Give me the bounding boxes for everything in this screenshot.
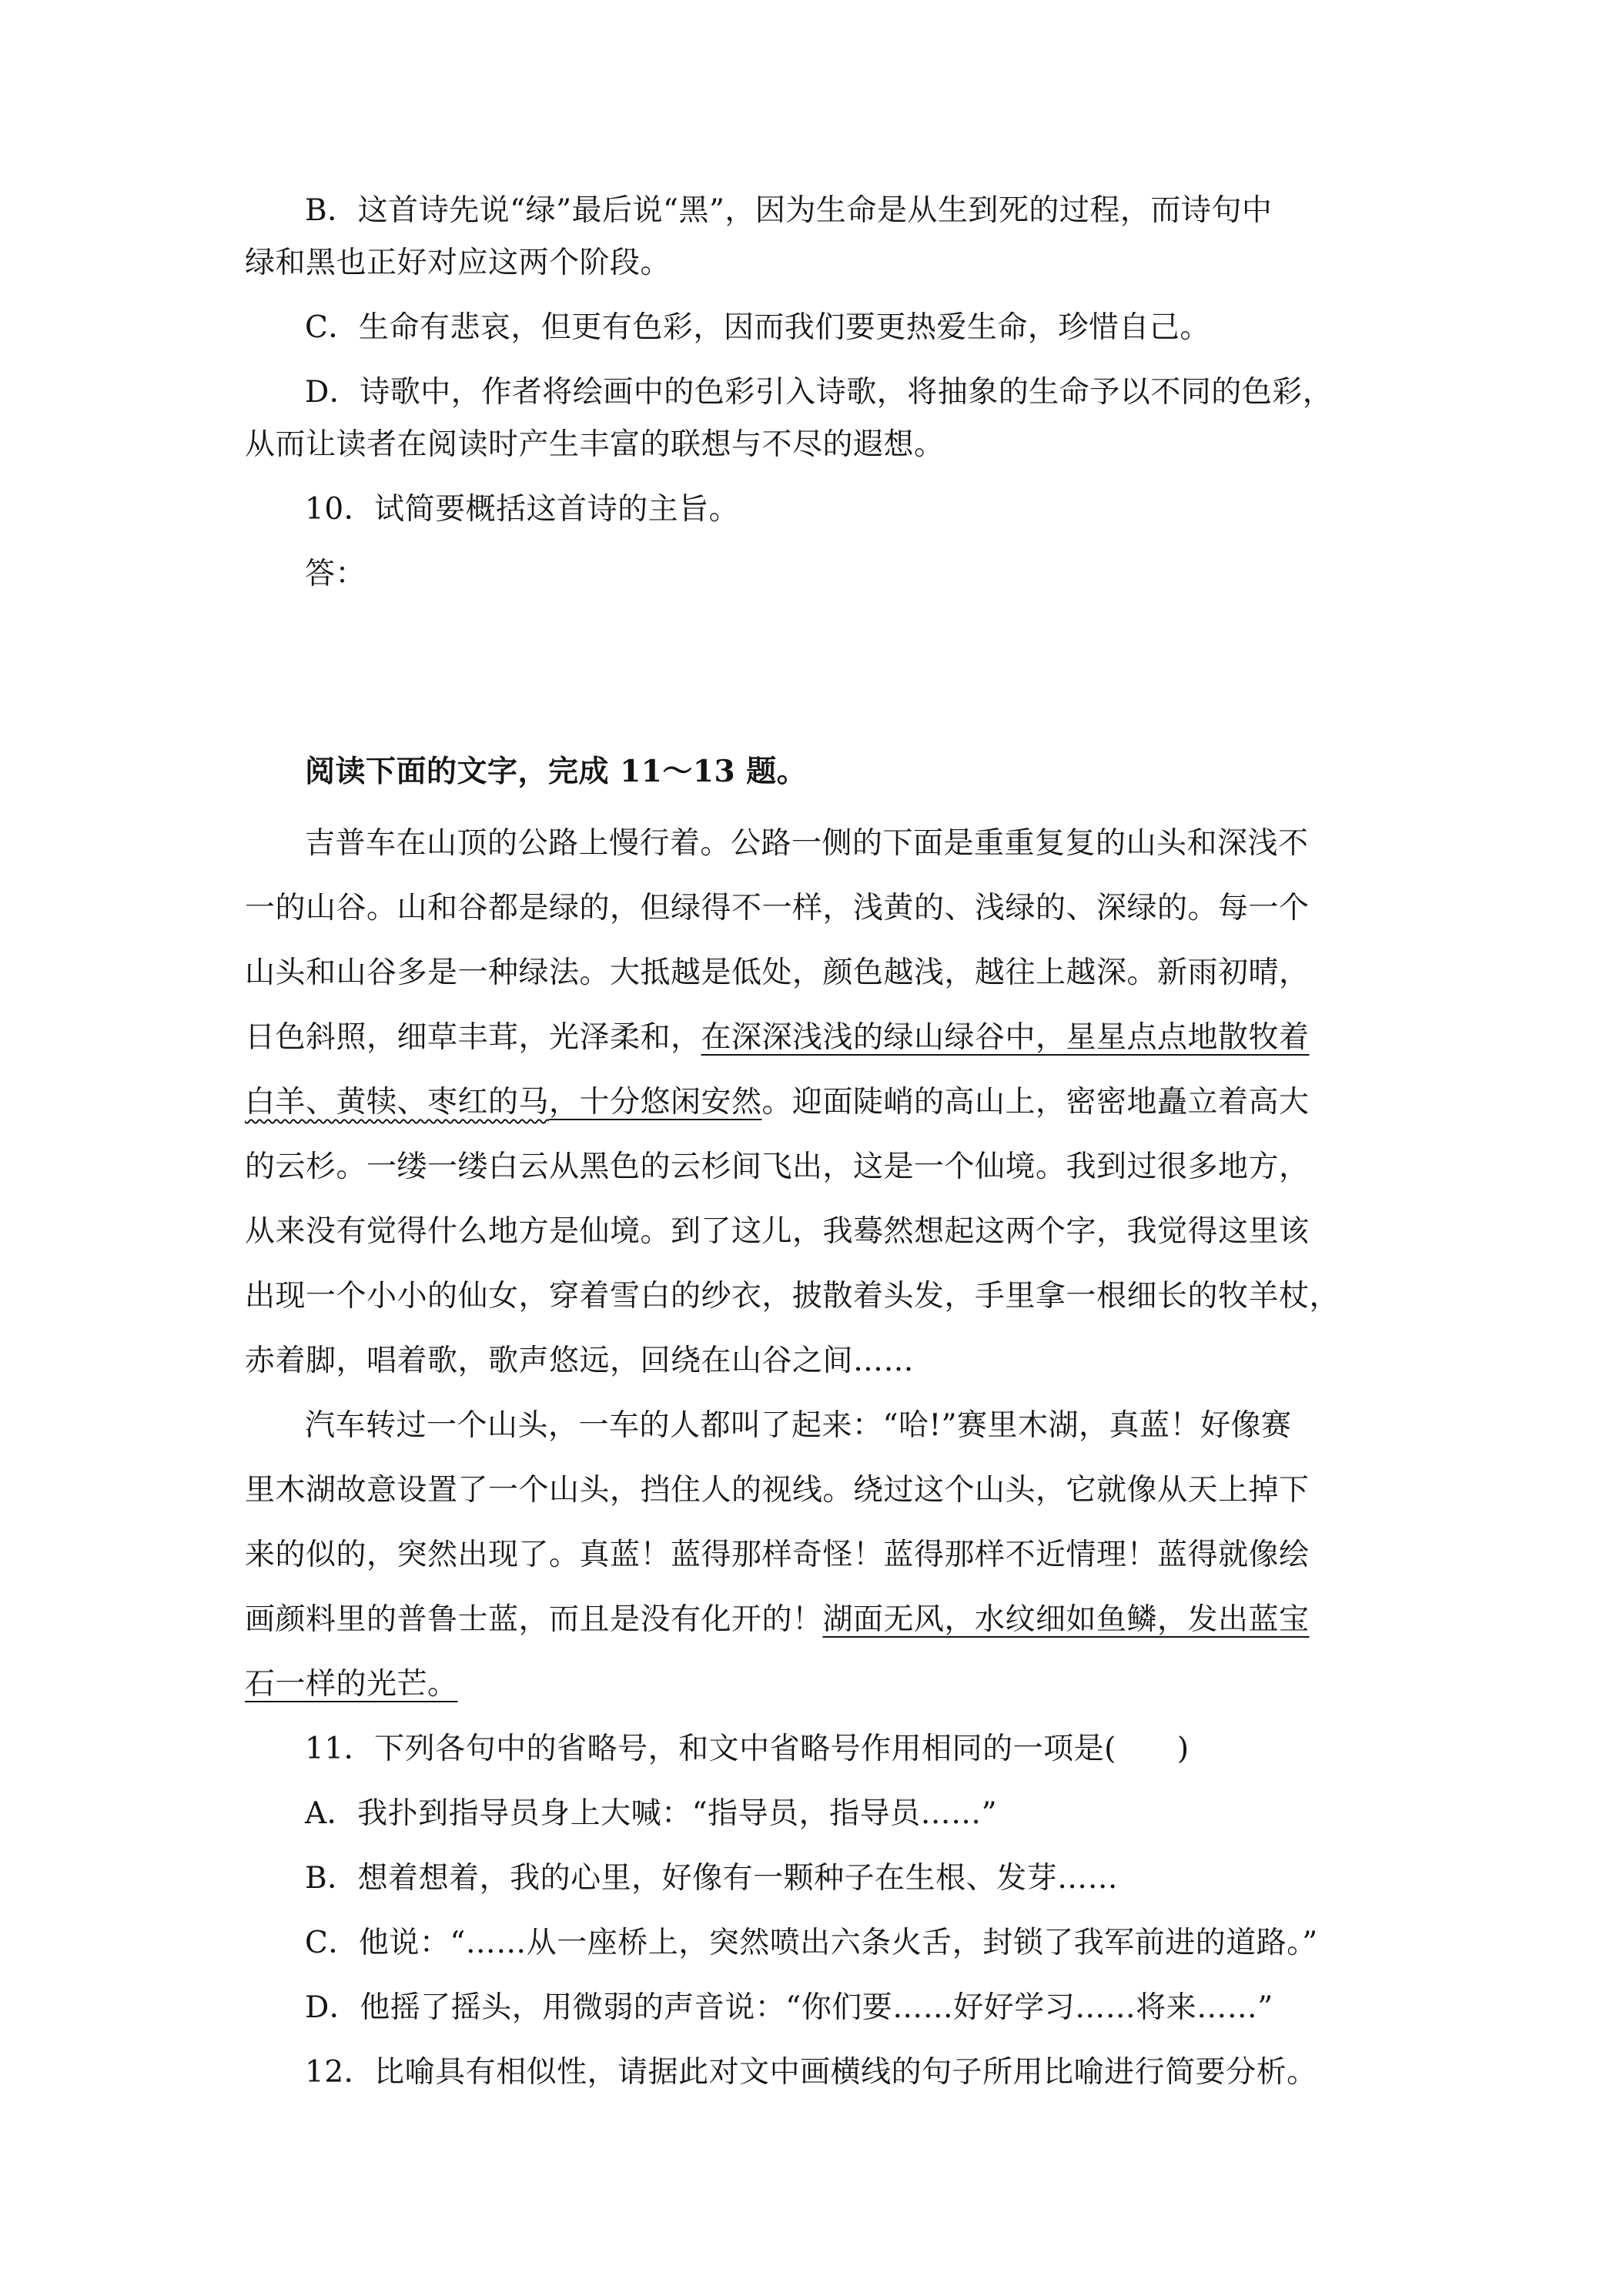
q9-option-d-line2: 从而让读者在阅读时产生丰富的联想与不尽的遐想。 — [245, 427, 945, 462]
underlined-metaphor-part2: 石一样的光芒。 — [245, 1667, 458, 1702]
passage-p1-line2: 一的山谷。山和谷都是绿的，但绿得不一样，浅黄的、浅绿的、深绿的。每一个 — [245, 891, 1310, 925]
p1-line4-text: 日色斜照，细草丰茸，光泽柔和， — [245, 1020, 701, 1055]
passage-p2-line5 — [245, 1658, 1386, 1711]
q11-question: 11．下列各句中的省略号，和文中省略号作用相同的一项是( ) — [305, 1732, 1190, 1766]
passage-p1-line9: 赤着脚，唱着歌，歌声悠远，回绕在山谷之间…… — [245, 1344, 915, 1378]
p1-line5-text: 。迎面陡峭的高山上，密密地矗立着高大 — [761, 1085, 1310, 1120]
underlined-metaphor-part1: 湖面无风，水纹细如鱼鳞，发出蓝宝 — [822, 1602, 1310, 1637]
passage-p1-line4 — [245, 1012, 1386, 1064]
q11-option-d: D．他摇了摇头，用微弱的声音说：“你们要……好好学习……将来……” — [305, 1990, 1273, 2025]
q10-answer-label: 答： — [305, 557, 366, 591]
passage-p1-line6: 的云杉。一缕一缕白云从黑色的云杉间飞出，这是一个仙境。我到过很多地方， — [245, 1150, 1310, 1184]
passage-p2-line3: 来的似的，突然出现了。真蓝！蓝得那样奇怪！蓝得那样不近情理！蓝得就像绘 — [245, 1538, 1310, 1572]
underlined-sentence-part1: 在深深浅浅的绿山绿谷中，星星点点地散牧着 — [701, 1020, 1310, 1055]
passage-p2-line1: 汽车转过一个山头，一车的人都叫了起来：“哈!”赛里木湖，真蓝！好像赛 — [305, 1408, 1292, 1443]
passage-p1-line3: 山头和山谷多是一种绿法。大抵越是低处，颜色越浅，越往上越深。新雨初晴， — [245, 956, 1310, 990]
passage-p2-line4 — [245, 1594, 1386, 1646]
q9-option-d-line1: D．诗歌中，作者将绘画中的色彩引入诗歌，将抽象的生命予以不同的色彩， — [305, 375, 1334, 410]
document-page — [245, 185, 1386, 2099]
passage-p1-line7: 从来没有觉得什么地方是仙境。到了这儿，我蓦然想起这两个字，我觉得这里该 — [245, 1214, 1310, 1249]
q11-option-a: A．我扑到指导员身上大喊：“指导员，指导员……” — [305, 1796, 998, 1831]
wavy-underlined-phrase: 白羊、黄犊、枣红的马 — [245, 1085, 550, 1120]
q10-question: 10．试简要概括这首诗的主旨。 — [305, 492, 740, 527]
passage-p1-line5 — [245, 1076, 1386, 1129]
q11-option-c: C．他说：“……从一座桥上，突然喷出六条火舌，封锁了我军前进的道路。” — [305, 1926, 1318, 1960]
q9-option-b-line1: B．这首诗先说“绿”最后说“黑”，因为生命是从生到死的过程，而诗句中 — [305, 193, 1273, 228]
q9-option-b-line2: 绿和黑也正好对应这两个阶段。 — [245, 246, 671, 280]
q9-option-c: C．生命有悲哀，但更有色彩，因而我们要更热爱生命，珍惜自己。 — [305, 310, 1210, 345]
passage-p1-line8: 出现一个小小的仙女，穿着雪白的纱衣，披散着头发，手里拿一根细长的牧羊杖， — [245, 1279, 1340, 1314]
q12-question: 12．比喻具有相似性，请据此对文中画横线的句子所用比喻进行简要分析。 — [305, 2055, 1317, 2090]
passage-p1-line1: 吉普车在山顶的公路上慢行着。公路一侧的下面是重重复复的山头和深浅不 — [305, 826, 1309, 861]
passage-heading: 阅读下面的文字，完成 11～13 题。 — [305, 754, 808, 789]
underlined-sentence-part2: ，十分悠闲安然 — [549, 1085, 762, 1120]
q11-option-b: B．想着想着，我的心里，好像有一颗种子在生根、发芽…… — [305, 1861, 1119, 1896]
passage-p2-line2: 里木湖故意设置了一个山头，挡住人的视线。绕过这个山头，它就像从天上掉下 — [245, 1473, 1310, 1508]
p2-line4-text: 画颜料里的普鲁士蓝，而且是没有化开的！ — [245, 1602, 823, 1637]
